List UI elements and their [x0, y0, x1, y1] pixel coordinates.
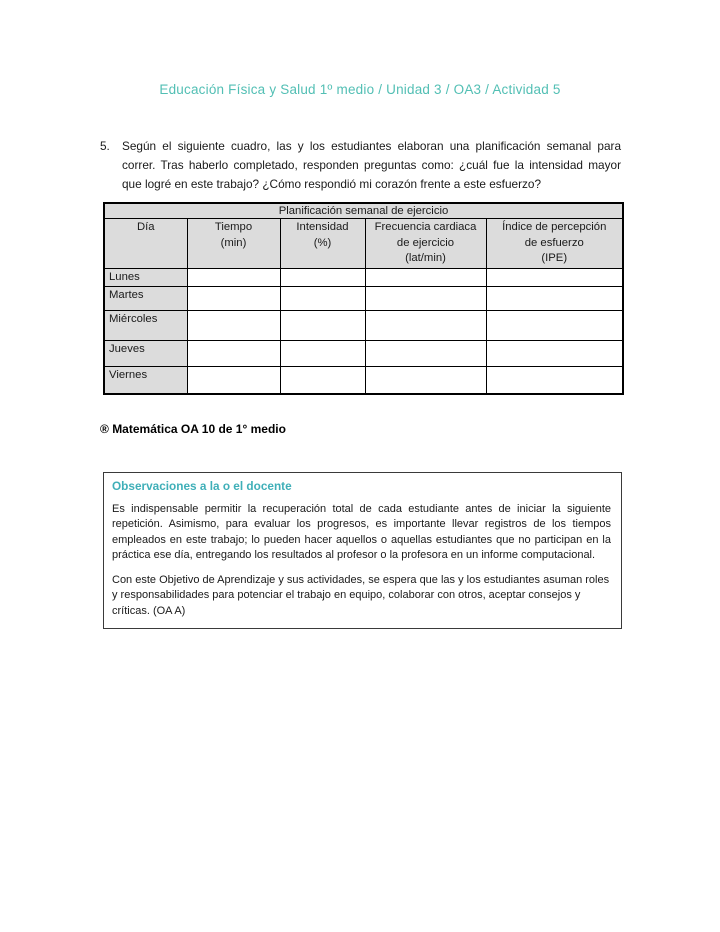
table-cell-empty	[365, 367, 486, 394]
table-cell-empty	[486, 269, 623, 287]
observations-title: Observaciones a la o el docente	[112, 478, 292, 493]
table-cell-empty	[486, 311, 623, 341]
table-row-martes	[104, 287, 623, 311]
observations-paragraph-1: Es indispensable permitir la recuperación total de cada estudiante antes de iniciar la siguiente repetición. Asimismo, para evaluar los progresos, es importante llevar registros de los tiempos empleados en este trabajo; lo pueden hacer aquellos o aquellas estudiantes que no participan en la práctica ese día, entregando los resultados al profesor o la profesora en un informe computacional.	[112, 502, 611, 561]
observations-paragraph-2: Con este Objetivo de Aprendizaje y sus actividades, se espera que las y los estudiantes asuman roles y responsabilidades para potenciar el trabajo en equipo, colaborar con otros, aceptar consejos y críticas. (OA A)	[112, 573, 610, 617]
column-header-indice-percepcion: Índice de percepción de esfuerzo (IPE)	[486, 219, 623, 269]
day-label: Jueves	[104, 341, 187, 367]
table-cell-empty	[486, 367, 623, 394]
table-title-row	[104, 203, 623, 219]
table-cell-empty	[486, 287, 623, 311]
table-cell-empty	[187, 341, 280, 367]
column-header-dia: Día	[104, 219, 187, 269]
table-cell-empty	[280, 367, 365, 394]
table-cell-empty	[187, 269, 280, 287]
question-text: Según el siguiente cuadro, las y los estudiantes elaboran una planificación semanal para correr. Tras haberlo completado, responden preguntas como: ¿cuál fue la intensidad mayor que logré en este trabajo? ¿Cómo respondió mi corazón frente a este esfuerzo?	[122, 139, 621, 191]
table-cell-empty	[187, 311, 280, 341]
question-5	[100, 137, 621, 194]
table-cell-empty	[486, 341, 623, 367]
table-row-jueves	[104, 341, 623, 367]
table-cell-empty	[365, 287, 486, 311]
curriculum-link-text: Matemática OA 10 de 1° medio	[112, 421, 286, 436]
table-cell-empty	[365, 311, 486, 341]
page-title: Educación Física y Salud 1º medio / Unidad 3 / OA3 / Actividad 5	[159, 82, 561, 97]
table-cell-empty	[280, 269, 365, 287]
table-cell-empty	[365, 269, 486, 287]
question-number: 5.	[100, 139, 110, 153]
table-header-row	[104, 219, 623, 269]
day-label: Lunes	[104, 269, 187, 287]
column-header-frecuencia-cardiaca: Frecuencia cardiaca de ejercicio (lat/min)	[365, 219, 486, 269]
table-row-viernes	[104, 367, 623, 394]
curriculum-link-note	[100, 422, 720, 436]
day-label: Martes	[104, 287, 187, 311]
day-label: Miércoles	[104, 311, 187, 341]
weekly-exercise-plan-table	[103, 202, 624, 395]
table-cell-empty	[187, 367, 280, 394]
table-cell-empty	[365, 341, 486, 367]
table-row-miercoles	[104, 311, 623, 341]
table-title: Planificación semanal de ejercicio	[104, 203, 623, 219]
table-row-lunes	[104, 269, 623, 287]
day-label: Viernes	[104, 367, 187, 394]
column-header-intensidad: Intensidad (%)	[280, 219, 365, 269]
column-header-tiempo: Tiempo (min)	[187, 219, 280, 269]
teacher-observations-box	[103, 472, 622, 630]
table-cell-empty	[280, 341, 365, 367]
table-cell-empty	[280, 287, 365, 311]
table-cell-empty	[187, 287, 280, 311]
table-cell-empty	[280, 311, 365, 341]
registered-symbol-icon: ®	[100, 421, 109, 436]
